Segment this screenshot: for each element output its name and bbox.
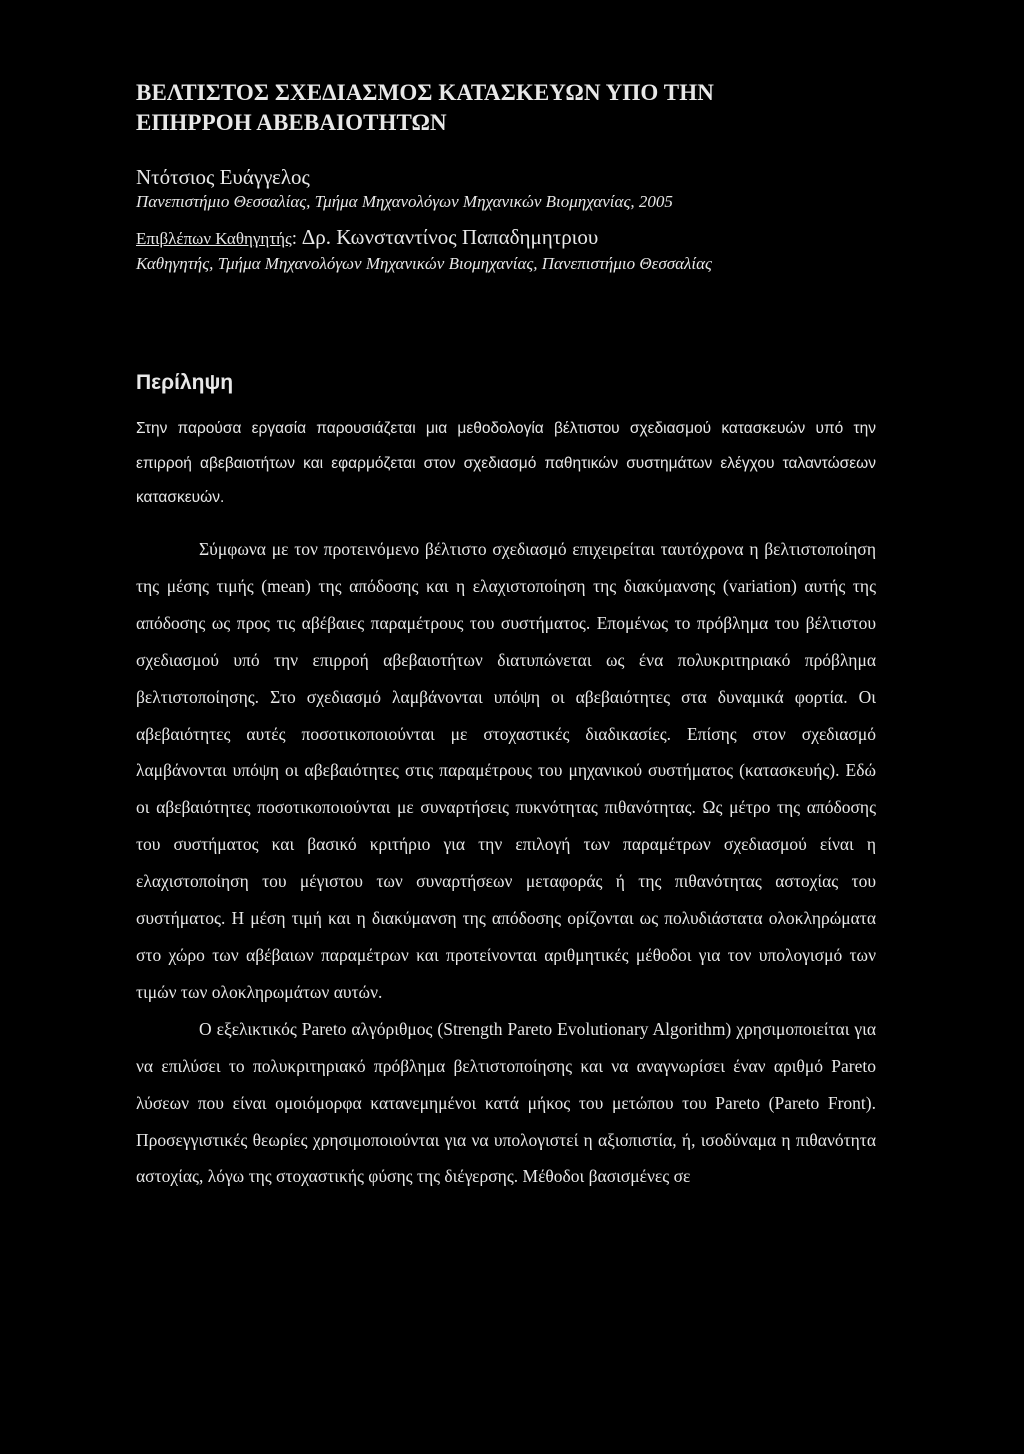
document-title — [136, 78, 876, 138]
supervisor-affiliation: Καθηγητής, Τμήμα Μηχανολόγων Μηχανικών Βιομηχανίας, Πανεπιστήμιο Θεσσαλίας — [136, 254, 712, 273]
supervisor-separator: : — [291, 228, 302, 249]
abstract-paragraph: Ο εξελικτικός Pareto αλγόριθμος (Strength Pareto Evolutionary Algorithm) χρησιμοποιείται για να επιλύσει το πολυκριτηριακό πρόβλημα βελτιστοποίησης και να αναγνωρίσει έναν αριθμό Pareto λύσεων που είναι ομοιόμορφα κατανεμημένοι κατά μήκος του μετώπου του Pareto (Pareto Front). Προσεγγιστικές θεωρίες χρησιμοποιούνται για να υπολογιστεί η αξιοπιστία, ή, ισοδύναμα η πιθανότητα αστοχίας, λόγω της στοχαστικής φύσης της διέγερσης. Μέθοδοι βασισμένες σε — [136, 1018, 876, 1187]
title-line-1: ΒΕΛΤΙΣΤΟΣ ΣΧΕΔΙΑΣΜΟΣ ΚΑΤΑΣΚΕΥΩΝ ΥΠΟ ΤΗΝ — [136, 80, 714, 105]
author-name: Ντότσιος Ευάγγελος — [136, 165, 310, 189]
supervisor-label: Επιβλέπων Καθηγητής — [136, 229, 292, 248]
abstract-heading: Περίληψη — [136, 371, 234, 394]
title-line-2: ΕΠΗΡΡΟΗ ΑΒΕΒΑΙΟΤΗΤΩΝ — [136, 110, 447, 135]
supervisor-line — [136, 224, 876, 252]
abstract-paragraph: Στην παρούσα εργασία παρουσιάζεται μια μεθοδολογία βέλτιστου σχεδιασμού κατασκευών υπό την επιρροή αβεβαιοτήτων και εφαρμόζεται στον σχεδιασμό παθητικών συστημάτων ελέγχου ταλαντώσεων κατασκευών. — [136, 420, 876, 506]
document-page — [136, 78, 876, 1195]
supervisor-name: Δρ. Κωνσταντίνος Παπαδημητριου — [301, 225, 599, 249]
author-affiliation: Πανεπιστήμιο Θεσσαλίας, Τμήμα Μηχανολόγων Μηχανικών Βιομηχανίας, 2005 — [136, 192, 673, 211]
abstract-paragraph: Σύμφωνα με τον προτεινόμενο βέλτιστο σχεδιασμό επιχειρείται ταυτόχρονα η βελτιστοποίηση της μέσης τιμής (mean) της απόδοσης και η ελαχιστοποίηση της διακύμανσης (variation) αυτής της απόδοσης ως προς τις αβέβαιες παραμέτρους του συστήματος. Επομένως το πρόβλημα του βέλτιστου σχεδιασμού υπό την επιρροή αβεβαιοτήτων διατυπώνεται ως ένα πολυκριτηριακό πρόβλημα βελτιστοποίησης. Στο σχεδιασμό λαμβάνονται υπόψη οι αβεβαιότητες στα δυναμικά φορτία. Οι αβεβαιότητες αυτές ποσοτικοποιούνται με στοχαστικές διαδικασίες. Επίσης στον σχεδιασμό λαμβάνονται υπόψη οι αβεβαιότητες στις παραμέτρους του μηχανικού συστήματος (κατασκευής). Εδώ οι αβεβαιότητες ποσοτικοποιούνται με συναρτήσεις πυκνότητας πιθανότητας. Ως μέτρο της απόδοσης του συστήματος και βασικό κριτήριο για την επιλογή των παραμέτρων σχεδιασμού είναι η ελαχιστοποίηση του μέγιστου των συναρτήσεων μεταφοράς ή της πιθανότητας αστοχίας του συστήματος. Η μέση τιμή και η διακύμανση της απόδοσης ορίζονται ως πολυδιάστατα ολοκληρώματα στο χώρο των αβέβαιων παραμέτρων και προτείνονται αριθμητικές μέθοδοι για τον υπολογισμό των τιμών των ολοκληρωμάτων αυτών. — [136, 539, 876, 1002]
